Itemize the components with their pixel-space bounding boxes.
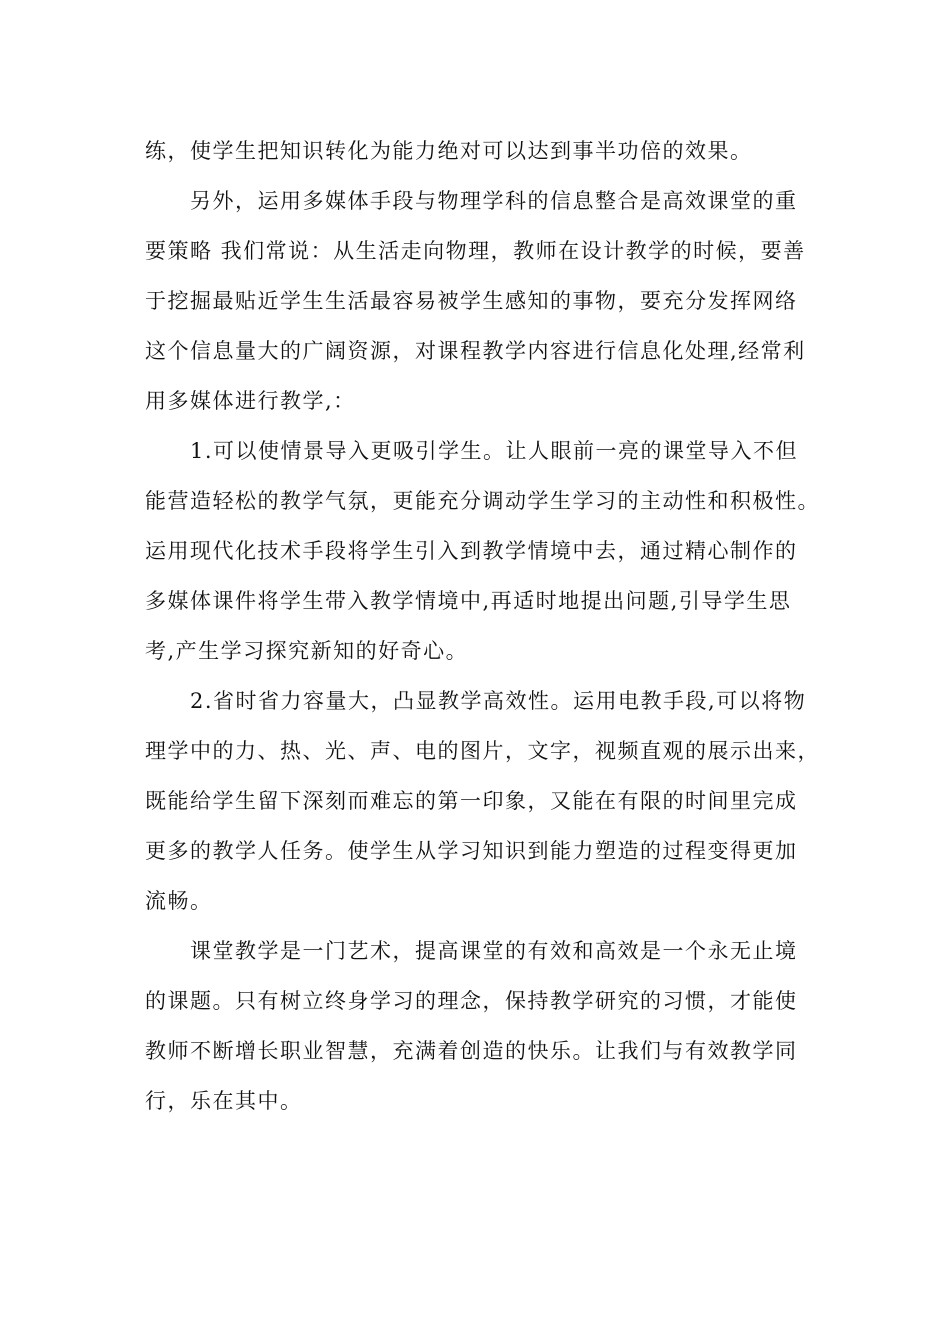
text-line: 2.省时省力容量大，凸显教学高效性。运用电教手段,可以将物: [190, 689, 807, 713]
text-line: 练，使学生把知识转化为能力绝对可以达到事半功倍的效果。: [145, 139, 753, 163]
text-line: 考,产生学习探究新知的好奇心。: [145, 639, 469, 663]
text-line: 运用现代化技术手段将学生引入到教学情境中去，通过精心制作的: [145, 539, 798, 563]
text-line: 这个信息量大的广阔资源，对课程教学内容进行信息化处理,经常利: [145, 339, 806, 363]
text-line: 课堂教学是一门艺术，提高课堂的有效和高效是一个永无止境: [190, 939, 798, 963]
text-line: 既能给学生留下深刻而难忘的第一印象，又能在有限的时间里完成: [145, 789, 798, 813]
text-line: 理学中的力、热、光、声、电的图片，文字，视频直观的展示出来，: [145, 739, 820, 763]
text-line: 的课题。只有树立终身学习的理念，保持教学研究的习惯，才能使: [145, 989, 798, 1013]
text-line: 教师不断增长职业智慧，充满着创造的快乐。让我们与有效教学同: [145, 1039, 798, 1063]
text-line: 另外，运用多媒体手段与物理学科的信息整合是高效课堂的重: [190, 189, 798, 213]
text-line: 于挖掘最贴近学生生活最容易被学生感知的事物，要充分发挥网络: [145, 289, 798, 313]
text-line: 1.可以使情景导入更吸引学生。让人眼前一亮的课堂导入不但: [190, 439, 799, 463]
text-line: 更多的教学人任务。使学生从学习知识到能力塑造的过程变得更加: [145, 839, 798, 863]
text-line: 用多媒体进行教学,：: [145, 389, 356, 413]
text-line: 要策略 我们常说：从生活走向物理，教师在设计教学的时候，要善: [145, 239, 806, 263]
text-line: 行，乐在其中。: [145, 1089, 303, 1113]
text-line: 流畅。: [145, 889, 213, 913]
text-line: 能营造轻松的教学气氛，更能充分调动学生学习的主动性和积极性。: [145, 489, 820, 513]
text-line: 多媒体课件将学生带入教学情境中,再适时地提出问题,引导学生思: [145, 589, 792, 613]
